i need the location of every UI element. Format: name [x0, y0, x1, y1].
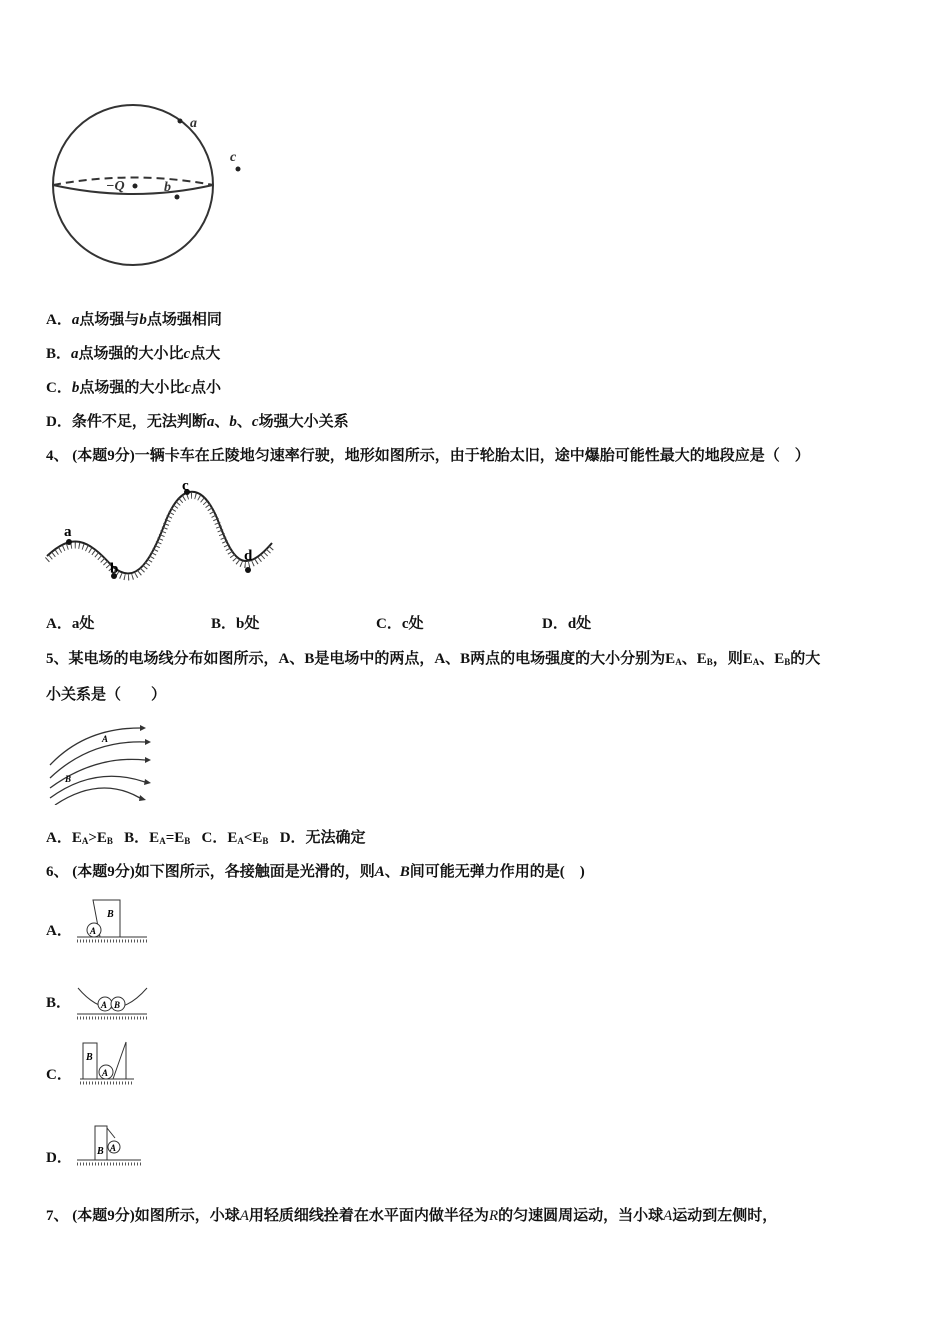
q7-stem: 7、 (本题9分)如图所示，小球A用轻质细线拴着在水平面内做半径为R的匀速圆周运动，当小球A运动到左侧时，: [46, 1208, 778, 1224]
q5-options: [46, 828, 366, 851]
q6-figure-b: [75, 983, 150, 1023]
q6-figure-a: [75, 895, 150, 945]
q3-option-a[interactable]: A．a点场强与b点场强相同: [46, 312, 222, 328]
q4-hill-figure: [42, 478, 282, 588]
label-b: B: [65, 774, 72, 784]
label-a: a: [64, 524, 72, 540]
label-d: d: [244, 548, 253, 564]
q4-option-d[interactable]: D．d处: [542, 616, 592, 632]
svg-text:A: A: [101, 1000, 108, 1010]
svg-text:A: A: [102, 1068, 109, 1078]
q6-option-b[interactable]: B．: [46, 995, 72, 1011]
q3-option-d[interactable]: D．条件不足，无法判断a、b、c场强大小关系: [46, 414, 349, 430]
q6-figure-d: [75, 1118, 145, 1168]
q5-stem: 5、某电场的电场线分布如图所示，A、B是电场中的两点，A、B两点的电场强度的大小分别为$E_A$、$E_B$，则$E_A$、$E_B$的大: [46, 651, 821, 667]
q6-stem: 6、 (本题9分)如下图所示，各接触面是光滑的，则A、B间可能无弹力作用的是( ): [46, 864, 585, 880]
label-q: −Q: [106, 179, 125, 194]
svg-text:B: B: [97, 1146, 104, 1157]
q4-stem: 4、 (本题9分)一辆卡车在丘陵地匀速率行驶，地形如图所示，由于轮胎太旧，途中爆胎可能性最大的地段应是（ ）: [46, 448, 810, 464]
q3-option-b[interactable]: B．a点场强的大小比c点大: [46, 346, 221, 362]
label-a: a: [190, 116, 197, 131]
q4-option-a[interactable]: A．a处: [46, 616, 95, 632]
label-c: c: [182, 478, 189, 494]
q3-sphere-figure: [40, 95, 300, 295]
q5-field-lines-figure: [45, 720, 155, 805]
q4-option-b[interactable]: B．b处: [211, 616, 260, 632]
label-a: A: [102, 734, 109, 744]
q6-option-c[interactable]: C．: [46, 1067, 72, 1083]
q4-option-c[interactable]: C．c处: [376, 616, 424, 632]
svg-text:B: B: [114, 1000, 121, 1010]
label-b: b: [110, 561, 119, 577]
svg-text:A: A: [110, 1143, 117, 1153]
svg-text:A: A: [90, 926, 97, 936]
q3-option-c[interactable]: C．b点场强的大小比c点小: [46, 380, 222, 396]
q6-figure-c: [78, 1038, 138, 1088]
q5-option-b[interactable]: B．$E_A=E_B$: [124, 830, 191, 846]
svg-text:B: B: [107, 909, 114, 920]
q6-option-a[interactable]: A．: [46, 923, 72, 939]
q6-option-d[interactable]: D．: [46, 1150, 72, 1166]
q5-option-d[interactable]: D．无法确定: [279, 830, 366, 846]
label-b: b: [164, 180, 171, 195]
q5-option-c[interactable]: C．$E_A<E_B$: [201, 830, 269, 846]
label-c: c: [230, 150, 237, 165]
svg-text:B: B: [86, 1052, 93, 1063]
q5-option-a[interactable]: A．$E_A>E_B$: [46, 830, 113, 846]
q5-stem-line2: 小关系是（ ）: [46, 687, 167, 703]
